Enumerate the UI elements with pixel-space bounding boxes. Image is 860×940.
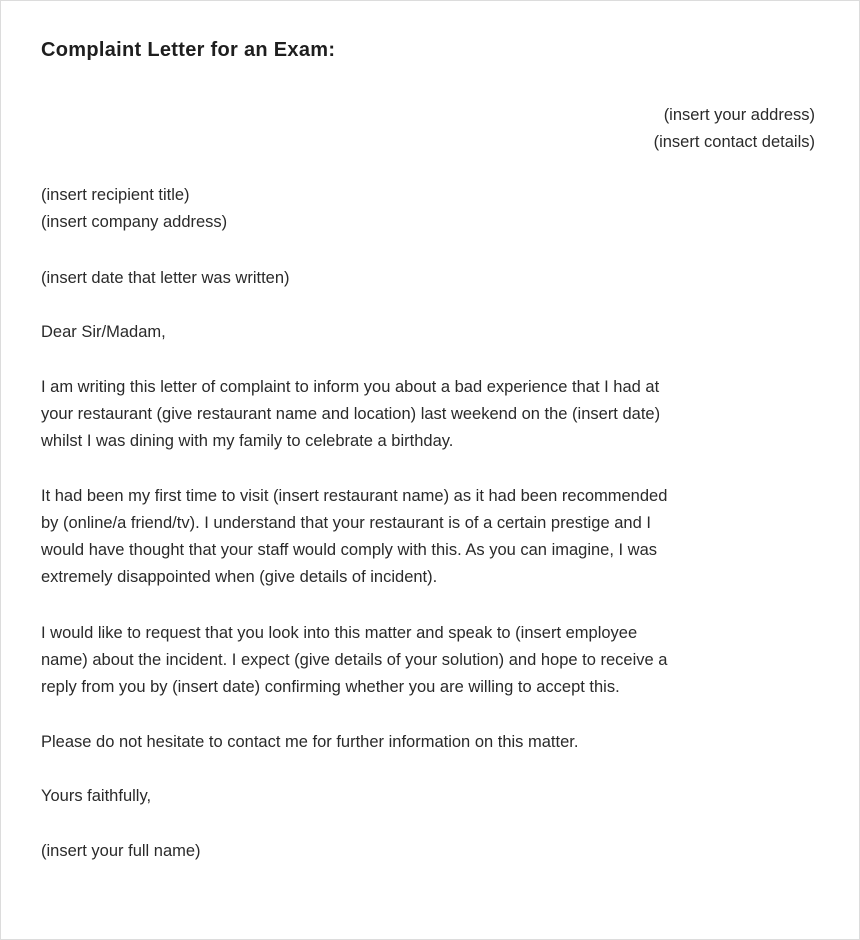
sender-contact: (insert contact details) [653, 133, 815, 151]
body-paragraph-2 [41, 483, 827, 591]
paragraph-line: name) about the incident. I expect (give details of your solution) and hope to receive a [41, 651, 668, 669]
body-paragraph-3 [41, 620, 827, 701]
sender-address: (insert your address) [663, 106, 815, 124]
letter-greeting: Dear Sir/Madam, [41, 323, 166, 341]
letter-date: (insert date that letter was written) [41, 269, 290, 287]
paragraph-line: would have thought that your staff would comply with this. As you can imagine, I was [41, 541, 658, 559]
body-paragraph-4 [41, 729, 827, 756]
paragraph-line: your restaurant (give restaurant name and location) last weekend on the (insert date) [41, 405, 661, 423]
paragraph-line: It had been my first time to visit (insert restaurant name) as it had been recommended [41, 487, 668, 505]
sender-block [654, 102, 815, 156]
paragraph-line: extremely disappointed when (give details of incident). [41, 568, 438, 586]
paragraph-line: reply from you by (insert date) confirming whether you are willing to accept this. [41, 678, 620, 696]
letter-closing: Yours faithfully, [41, 787, 152, 805]
recipient-block [41, 182, 827, 236]
letter-title: Complaint Letter for an Exam: [41, 39, 336, 61]
body-paragraph-1 [41, 374, 827, 455]
paragraph-line: whilst I was dining with my family to celebrate a birthday. [41, 432, 454, 450]
paragraph-line: I would like to request that you look into this matter and speak to (insert employee [41, 624, 638, 642]
recipient-address: (insert company address) [41, 213, 228, 231]
recipient-title: (insert recipient title) [41, 186, 190, 204]
letter-signature: (insert your full name) [41, 842, 201, 860]
paragraph-line: I am writing this letter of complaint to inform you about a bad experience that I had at [41, 378, 660, 396]
paragraph-line: by (online/a friend/tv). I understand that your restaurant is of a certain prestige and I [41, 514, 651, 532]
paragraph-line: Please do not hesitate to contact me for further information on this matter. [41, 733, 579, 751]
